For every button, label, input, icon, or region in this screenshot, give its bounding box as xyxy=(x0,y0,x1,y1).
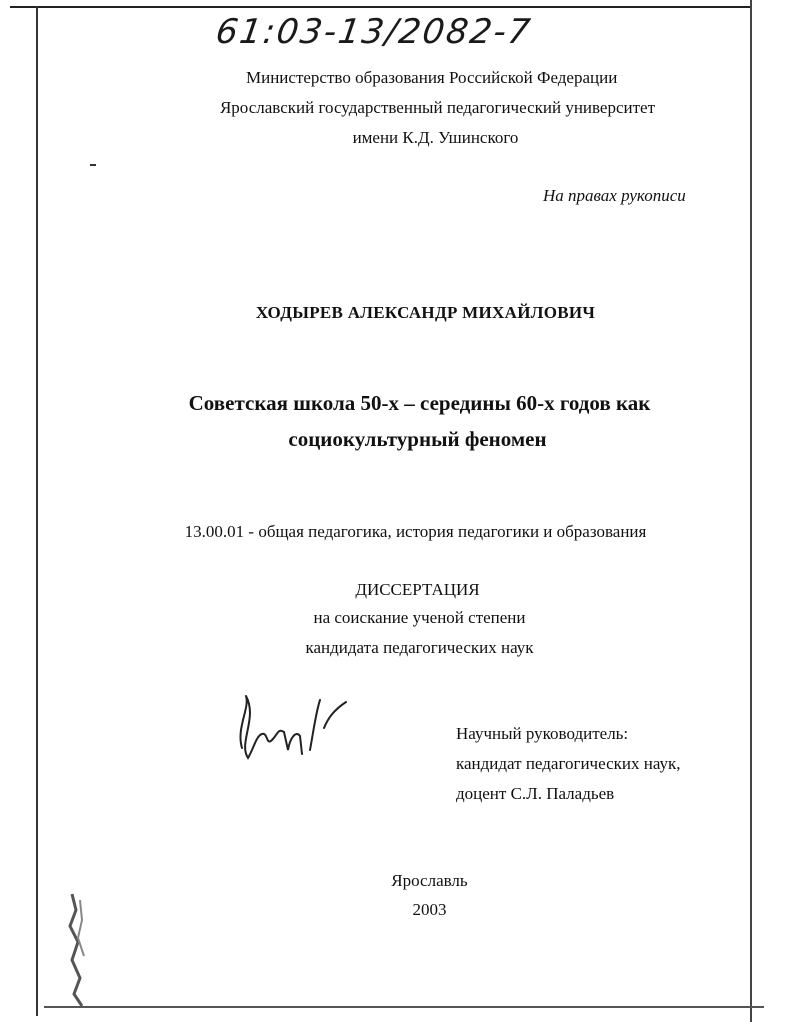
scan-mark xyxy=(90,164,96,166)
dissertation-label: ДИССЕРТАЦИЯ xyxy=(355,580,480,599)
manuscript-note: На правах рукописи xyxy=(543,186,686,205)
scan-border-left xyxy=(36,6,38,1016)
ministry-line: Министерство образования Российской Федерации xyxy=(246,68,618,87)
advisor-degree: кандидат педагогических наук, xyxy=(456,754,681,773)
scan-border-right xyxy=(750,0,752,1022)
dissertation-title-line-1: Советская школа 50-х – середины 60-х годов как xyxy=(188,391,651,415)
city: Ярославль xyxy=(391,871,468,890)
author-signature xyxy=(228,688,358,768)
advisor-name: доцент С.Л. Паладьев xyxy=(456,784,615,803)
degree-line-2: кандидата педагогических наук xyxy=(305,638,534,657)
university-line: Ярославский государственный педагогический университет xyxy=(219,98,656,117)
scan-border-bottom xyxy=(44,1006,764,1008)
author-name: ХОДЫРЕВ АЛЕКСАНДР МИХАЙЛОВИЧ xyxy=(255,303,596,322)
dissertation-title-line-2: социокультурный феномен xyxy=(288,427,547,451)
scan-border-top xyxy=(10,6,750,8)
archive-number-handwritten: 61:03-13/2082-7 xyxy=(213,12,535,52)
year: 2003 xyxy=(412,900,447,919)
university-named-after: имени К.Д. Ушинского xyxy=(352,128,519,147)
advisor-label: Научный руководитель: xyxy=(456,724,629,743)
specialty-code: 13.00.01 - общая педагогика, история педагогики и образования xyxy=(184,522,647,541)
degree-line-1: на соискание ученой степени xyxy=(313,608,526,627)
